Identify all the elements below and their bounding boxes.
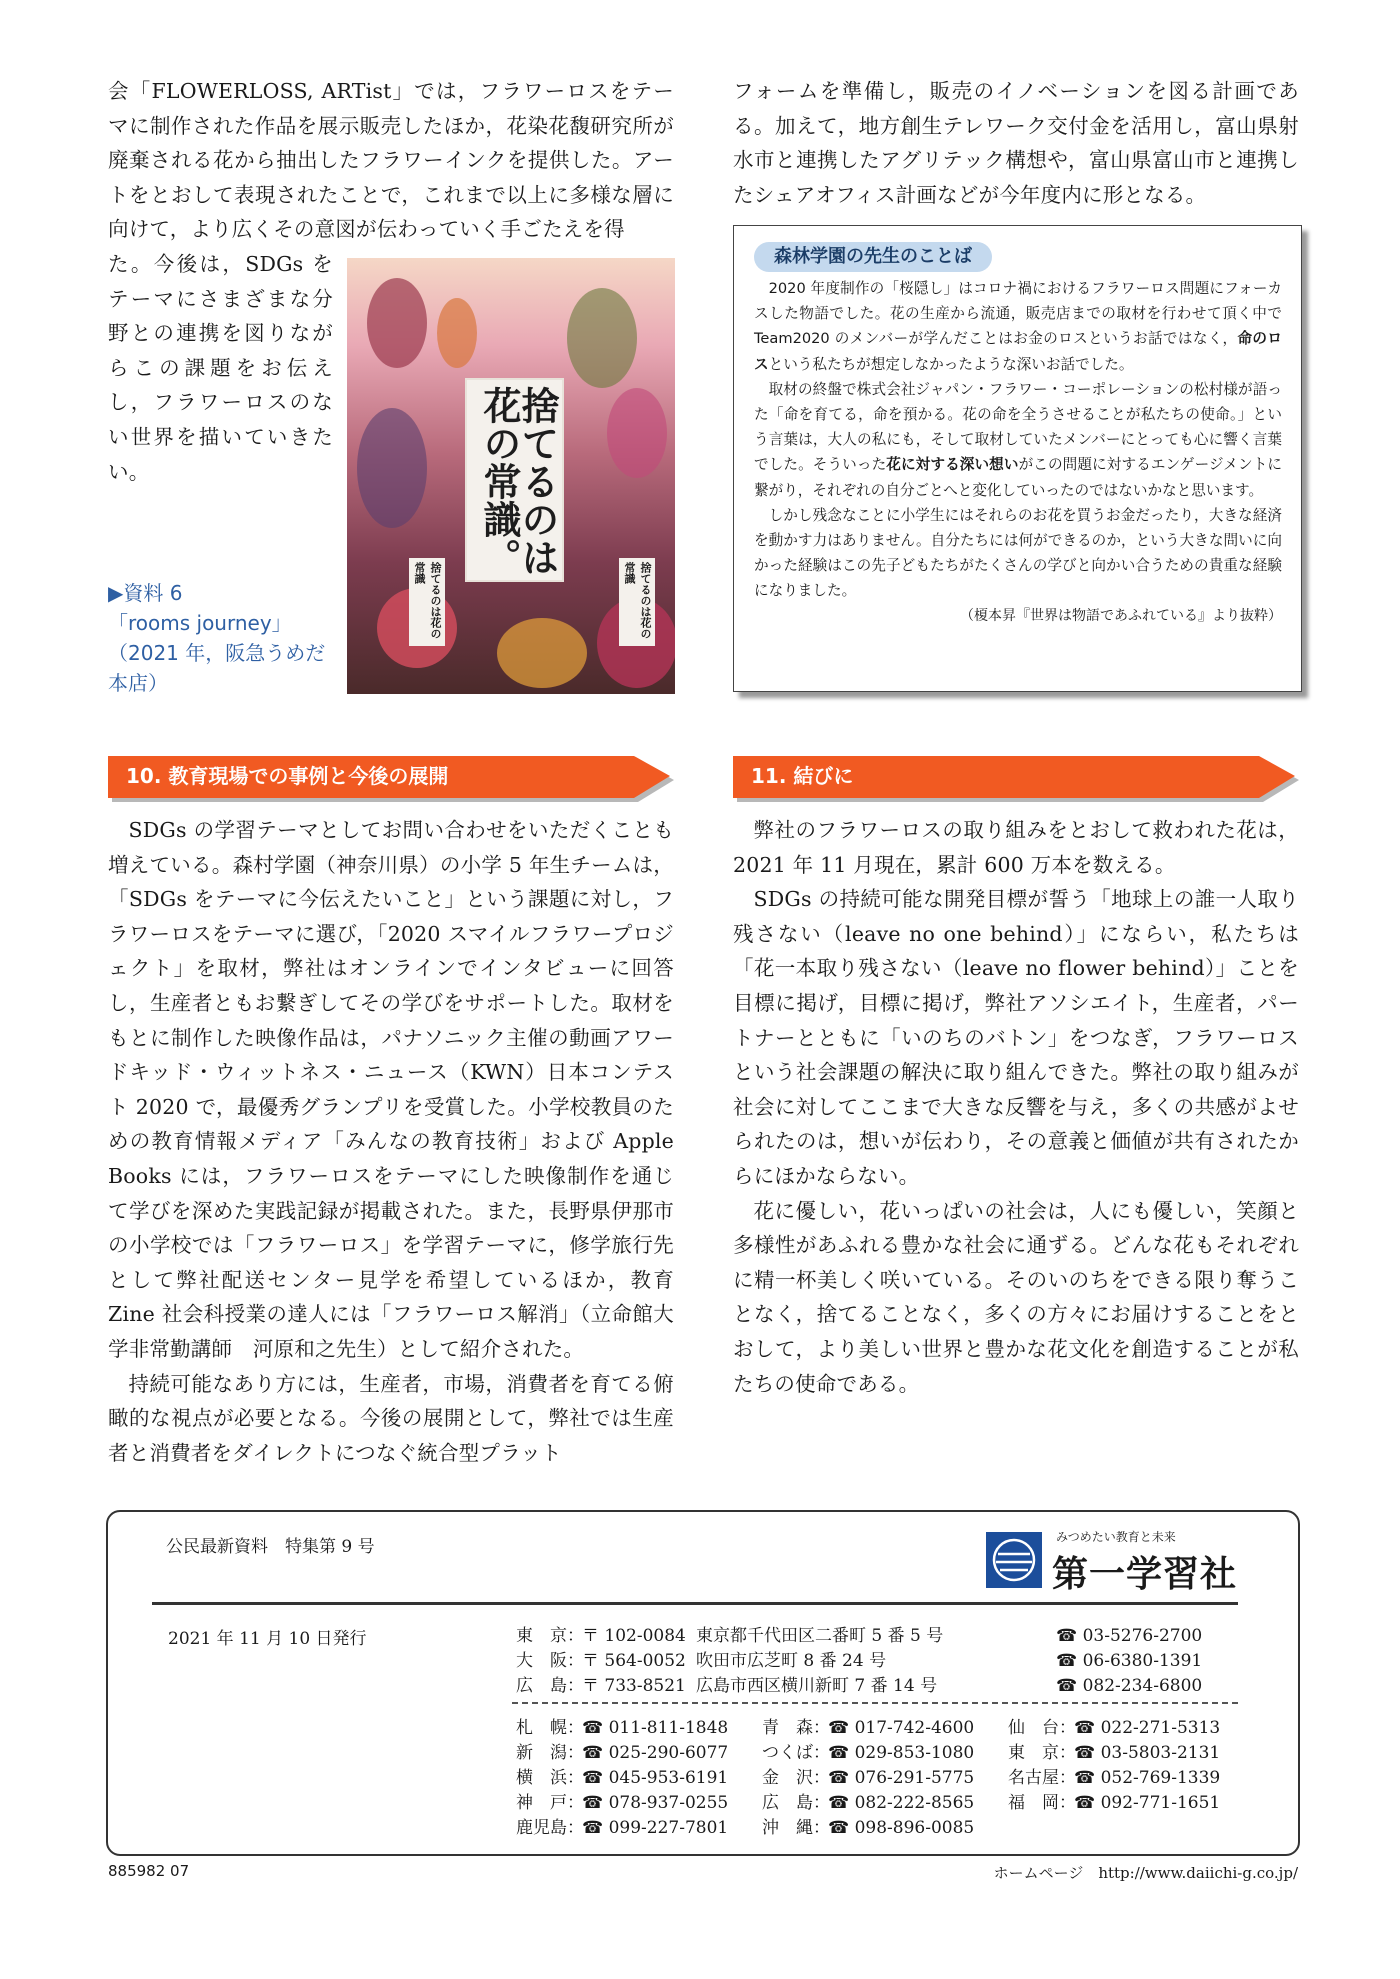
branch-city: 神 戸： xyxy=(516,1793,584,1813)
quote-text: 取材の終盤で株式会社ジャパン・フラワー・コーポレーションの松村様が語った「命を育てる，命を預かる。花の命を全うさせることが私たちの使命。」という言葉は，大人の私にも，そして取材していたメンバーにとっても心に響く言葉でした。そういった xyxy=(754,380,1282,474)
section-10-body xyxy=(108,813,674,1470)
section-11-title: 11. 結びに xyxy=(751,764,854,788)
branch-city: つくば： xyxy=(762,1743,830,1763)
section-11-paragraph: SDGs の持続可能な開発目標が誓う「地球上の誰一人取り残さない（leave no one behind）」にならい，私たちは「花一本取り残さない（leave no flower behind）」ことを目標に掲げ，目標に掲げ，弊社アソシエイト，生産者，パートナーとともに「いのちのバトン」をつなぎ，フラワーロスという社会課題の解決に取り組んできた。弊社の取り組みが社会に対してここまで大きな反響を与え，多くの共感がよせられたのは，想いが伝わり，その意義と価値が共有されたからにほかならない。 xyxy=(733,887,1299,1188)
branch-city: 金 沢： xyxy=(762,1768,830,1788)
branch-city: 沖 縄： xyxy=(762,1818,830,1838)
section-11-paragraph: 弊社のフラワーロスの取り組みをとおして救われた花は，2021 年 11 月現在，累計 600 万本を数える。 xyxy=(733,818,1299,877)
quote-emphasis: 命のロス xyxy=(754,330,1282,373)
publisher-footer xyxy=(106,1510,1300,1856)
branch-tel: ☎ 011-811-1848 xyxy=(582,1718,729,1738)
logo-tagline: みつめたい教育と未来 xyxy=(1056,1530,1176,1544)
quote-paragraph xyxy=(754,377,1282,503)
homepage-link[interactable]: ホームページ http://www.daiichi-g.co.jp/ xyxy=(993,1864,1298,1882)
branch-tel: ☎ 045-953-6191 xyxy=(582,1768,729,1788)
branch-tel: ☎ 03-5803-2131 xyxy=(1074,1743,1221,1763)
office-tel: ☎ 082-234-6800 xyxy=(1056,1676,1203,1696)
branch-tel: ☎ 099-227-7801 xyxy=(582,1818,729,1838)
branch-row xyxy=(516,1741,1220,1766)
photo-poster xyxy=(465,378,564,582)
section-11-paragraph: 花に優しい，花いっぱいの社会は，人にも優しい，笑顔と多様性があふれる豊かな社会に通ずる。どんな花もそれぞれに精一杯美しく咲いている。そのいのちをできる限り奪うことなく，捨てることなく，多くの方々にお届けすることをとおして，より美しい世界と豊かな花文化を創造することが私たちの使命である。 xyxy=(733,1198,1299,1396)
branch-tel: ☎ 076-291-5775 xyxy=(828,1768,975,1788)
quote-emphasis: 花に対する深い想い xyxy=(886,456,1019,474)
office-address: 東京都千代田区二番町 5 番 5 号 xyxy=(696,1626,944,1646)
quote-text: という私たちが想定しなかったような深いお話でした。 xyxy=(768,355,1134,373)
branch-row xyxy=(516,1816,1220,1841)
office-address: 吹田市広芝町 8 番 24 号 xyxy=(696,1651,887,1671)
branch-tel: ☎ 052-769-1339 xyxy=(1074,1768,1221,1788)
document-code: 885982 07 xyxy=(108,1862,190,1880)
branch-row xyxy=(516,1716,1220,1741)
branch-city: 札 幌： xyxy=(516,1718,584,1738)
photo-caption xyxy=(108,578,343,698)
section-10-paragraph: 持続可能なあり方には，生産者，市場，消費者を育てる俯瞰的な視点が必要となる。今後の展開として，弊社では生産者と消費者をダイレクトにつなぐ統合型プラット xyxy=(108,1371,674,1465)
issue-date: 2021 年 11 月 10 日発行 xyxy=(168,1629,367,1649)
footer-dashed-rule xyxy=(512,1702,1238,1704)
photo-poster-text: 捨てるのは花の常識。 xyxy=(477,386,559,576)
branch-city: 広 島： xyxy=(762,1793,830,1813)
branch-tel: ☎ 025-290-6077 xyxy=(582,1743,729,1763)
quote-source: （榎本昇『世界は物語であふれている』より抜粋） xyxy=(960,607,1282,624)
series-title: 公民最新資料 特集第 9 号 xyxy=(166,1537,375,1557)
office-city: 広 島： xyxy=(516,1676,584,1696)
branch-tel: ☎ 098-896-0085 xyxy=(828,1818,975,1838)
branch-city: 福 岡： xyxy=(1008,1793,1076,1813)
left-intro-paragraph-2: た。今後は，SDGs をテーマにさまざまな分野との連携を図りながらこの課題をお伝えし，フラワーロスのない世界を描いていきたい。 xyxy=(108,252,333,484)
office-zip: 〒 564-0052 xyxy=(582,1651,686,1671)
left-intro-paragraph: 会「FLOWERLOSS, ARTist」では，フラワーロスをテーマに制作された作品を展示販売したほか，花染花馥研究所が廃棄される花から抽出したフラワーインクを提供した。アートをとおして表現されたことで，これまで以上に多様な層に向けて，より広くその意図が伝わっていく手ごたえを得 xyxy=(108,79,674,242)
branch-city: 青 森： xyxy=(762,1718,830,1738)
left-intro-text xyxy=(108,74,674,247)
branch-row xyxy=(516,1791,1220,1816)
branch-tel: ☎ 082-222-8565 xyxy=(828,1793,975,1813)
branch-city: 仙 台： xyxy=(1008,1718,1076,1738)
right-intro-text xyxy=(733,74,1299,212)
left-intro-wrap-text xyxy=(108,247,333,489)
office-city: 東 京： xyxy=(516,1626,584,1646)
quote-body xyxy=(754,276,1282,629)
exhibit-photo xyxy=(347,258,675,694)
quote-text: 2020 年度制作の「桜隠し」はコロナ禍におけるフラワーロス問題にフォーカスした物語でした。花の生産から流通，販売店までの取材を行わせて頂く中で Team2020 のメンバーが学んだことはお金のロスというお話ではなく， xyxy=(754,280,1282,348)
branch-tel: ☎ 017-742-4600 xyxy=(828,1718,975,1738)
section-11-body xyxy=(733,813,1299,1401)
branch-tel: ☎ 078-937-0255 xyxy=(582,1793,729,1813)
caption-detail: （2021 年，阪急うめだ本店） xyxy=(108,641,326,695)
publisher-logo xyxy=(986,1524,1246,1595)
branch-city: 東 京： xyxy=(1008,1743,1076,1763)
branch-tel: ☎ 092-771-1651 xyxy=(1074,1793,1221,1813)
branch-row xyxy=(516,1766,1220,1791)
office-address: 広島市西区横川新町 7 番 14 号 xyxy=(696,1676,938,1696)
branch-city: 名古屋： xyxy=(1008,1768,1076,1788)
section-10-paragraph: SDGs の学習テーマとしてお問い合わせをいただくことも増えている。森村学園（神奈川県）の小学 5 年生チームは，「SDGs をテーマに今伝えたいこと」という課題に対し，フラワーロスをテーマに選び，「2020 スマイルフラワープロジェクト」を取材，弊社はオンラインでインタビューに回答し，生産者ともお繋ぎしてその学びをサポートした。取材をもとに制作した映像作品は，パナソニック主催の動画アワードキッド・ウィットネス・ニュース（KWN）日本コンテスト 2020 で，最優秀グランプリを受賞した。小学校教員のための教育情報メディア「みんなの教育技術」および Apple Books には，フラワーロスをテーマにした映像制作を通じて学びを深めた実践記録が掲載された。また，長野県伊那市の小学校では「フラワーロス」を学習テーマに，修学旅行先として弊社配送センター見学を希望しているほか，教育 Zine 社会科授業の達人には「フラワーロス解消」（立命館大学非常勤講師 河原和之先生）として紹介された。 xyxy=(108,818,674,1361)
branch-offices xyxy=(516,1716,1220,1841)
teacher-quote-box xyxy=(733,225,1302,692)
office-row xyxy=(516,1674,1202,1699)
branch-city: 鹿児島： xyxy=(516,1818,584,1838)
main-offices xyxy=(516,1624,1202,1699)
photo-sign-left: 捨てるのは花の常識 xyxy=(409,558,445,646)
section-10-heading xyxy=(108,754,678,798)
right-intro-paragraph: フォームを準備し，販売のイノベーションを図る計画である。加えて，地方創生テレワーク交付金を活用し，富山県射水市と連携したアグリテック構想や，富山県富山市と連携したシェアオフィス計画などが今年度内に形となる。 xyxy=(733,79,1299,207)
branch-city: 横 浜： xyxy=(516,1768,584,1788)
office-row xyxy=(516,1649,1202,1674)
caption-ref: ▶資料 6 xyxy=(108,581,183,605)
branch-tel: ☎ 029-853-1080 xyxy=(828,1743,975,1763)
section-10-title: 10. 教育現場での事例と今後の展開 xyxy=(126,764,449,788)
office-zip: 〒 733-8521 xyxy=(582,1676,686,1696)
office-city: 大 阪： xyxy=(516,1651,584,1671)
footer-rule xyxy=(152,1602,1238,1605)
photo-sign-right: 捨てるのは花の常識 xyxy=(619,558,655,646)
quote-title: 森林学園の先生のことば xyxy=(754,242,992,272)
quote-text: がこの問題に対するエンゲージメントに繋がり，それぞれの自分ごとへと変化していったのではないかなと思います。 xyxy=(754,456,1282,499)
office-zip: 〒 102-0084 xyxy=(582,1626,686,1646)
quote-paragraph: しかし残念なことに小学生にはそれらのお花を買うお金だったり，大きな経済を動かす力はありません。自分たちには何ができるのか，という大きな問いに向かった経験はこの先子どもたちがたくさんの学びと向かい合うための貴重な経験になりました。 xyxy=(754,506,1282,600)
logo-mark-icon xyxy=(986,1532,1042,1588)
office-row xyxy=(516,1624,1202,1649)
office-tel: ☎ 06-6380-1391 xyxy=(1056,1651,1203,1671)
branch-tel: ☎ 022-271-5313 xyxy=(1074,1718,1221,1738)
branch-city: 新 潟： xyxy=(516,1743,584,1763)
logo-name: 第一学習社 xyxy=(1052,1554,1238,1595)
caption-title: 「rooms journey」 xyxy=(108,611,292,635)
section-11-heading xyxy=(733,754,1303,798)
office-tel: ☎ 03-5276-2700 xyxy=(1056,1626,1203,1646)
quote-paragraph xyxy=(754,276,1282,377)
